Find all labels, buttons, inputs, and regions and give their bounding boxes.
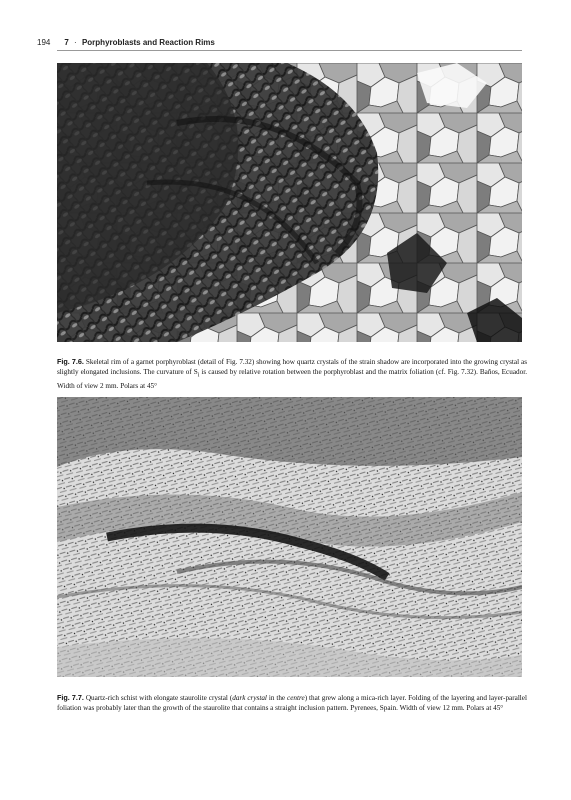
chapter-title: Porphyroblasts and Reaction Rims bbox=[81, 37, 215, 47]
header-separator: · bbox=[74, 37, 77, 47]
figure-7-6-caption-text-a: Skeletal rim of a garnet porphyroblast (detail of Fig. 7.32) showing how quartz crystals of the strain shadow are incorporated into the growing crystal as slightly elongated inclusions. The curvature of S bbox=[57, 358, 528, 377]
figure-7-7-caption-text-b: in the bbox=[266, 694, 288, 703]
chapter-heading bbox=[64, 38, 215, 47]
figure-7-7-label: Fig. 7.7. bbox=[57, 693, 84, 703]
figure-7-7-micrograph bbox=[57, 397, 522, 677]
header-rule bbox=[57, 50, 522, 51]
figure-7-7-caption-text-c: ) that grew along a mica-rich layer. Folding of the layering and layer-parallel foliation was probably later than the growth of the staurolite that contains a straight inclusion pattern. Pyrenees, Spain. Width of view 12 mm. Polars at 45° bbox=[57, 694, 527, 713]
figure-7-7-caption-emphasis-1: dark crystal bbox=[232, 694, 267, 703]
figure-7-6-micrograph bbox=[57, 63, 522, 342]
figure-7-6-label: Fig. 7.6. bbox=[57, 357, 84, 367]
running-header bbox=[37, 36, 537, 48]
page-number: 194 bbox=[37, 37, 51, 47]
figure-7-7-caption-emphasis-2: centre bbox=[287, 694, 305, 703]
figure-7-7-caption-text-a: Quartz-rich schist with elongate staurolite crystal ( bbox=[85, 694, 233, 703]
figure-7-6-caption-subscript: i bbox=[197, 372, 200, 379]
chapter-number: 7 bbox=[64, 37, 69, 47]
figure-7-6-caption-text-b: is caused by relative rotation between the porphyroblast and the matrix foliation (cf. Fig. 7.32). Baños, Ecuador. Width of view 2 mm. Polars at 45° bbox=[57, 368, 527, 391]
figure-7-7-caption bbox=[57, 693, 527, 714]
figure-7-6-caption bbox=[57, 357, 527, 391]
